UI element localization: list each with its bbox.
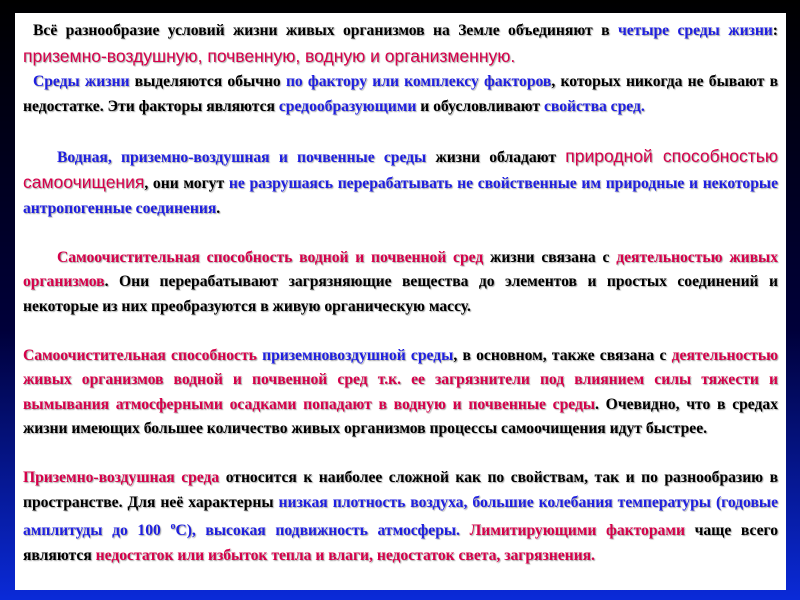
highlight-span: деятельностью живых организмов водной и почвенной сред т.к. ее загрязнители под влиянием силы тяжести и вымывания атмосферными осадками попадают в водную и почвенные среды — [23, 346, 778, 413]
text-span: и обусловливают — [416, 97, 544, 115]
paragraph-ground-air-environment — [23, 466, 778, 568]
text-span: С), высокая подвижность атмосферы. — [175, 522, 460, 540]
highlight-span: приземно-воздушную, почвенную, водную и организменную. — [23, 45, 516, 66]
paragraph-self-purification — [23, 144, 778, 222]
highlight-span: природной способностью самоочищения — [23, 145, 778, 192]
text-span: . Очевидно, что в средах жизни имеющих большее количество живых организмов процессы самоочищения идут быстрее. — [23, 395, 778, 437]
highlight-span: недостаток или избыток тепла и влаги, недостаток света, загрязнения. — [95, 546, 595, 564]
text-span: . Они перерабатывают загрязняющие вещества до элементов и простых соединений и некоторые из них преобразуются в живую органическую массу. — [23, 273, 778, 315]
highlight-span: по фактору или комплексу факторов — [285, 73, 552, 90]
text-span: относится к наиболее сложной как по свойствам, так и по разнообразию в пространстве. Для неё характерны — [23, 469, 778, 511]
text-span: жизни обладают — [426, 148, 566, 166]
text-span: Всё разнообразие условий жизни живых организмов на Земле объединяют в — [33, 22, 618, 39]
highlight-span: не разрушаясь перерабатывать не свойственные им природные и некоторые антропогенные соединения — [23, 175, 778, 217]
text-span: низкая плотность воздуха, большие колебания температуры (годовые амплитуды до 100 — [23, 493, 778, 540]
highlight-span: четыре среды жизни — [617, 22, 773, 39]
slide-content — [15, 13, 786, 590]
text-span: , в основном, также связана с — [453, 346, 672, 364]
highlight-span: Среды жизни — [33, 73, 130, 90]
spacer — [23, 221, 778, 246]
highlight-span: деятельностью живых организмов — [23, 248, 779, 290]
spacer — [23, 119, 778, 144]
spacer — [23, 319, 778, 344]
highlight-span: Самоочистительная способность водной и почвенной сред — [57, 248, 484, 266]
paragraph-water-soil-purification — [23, 246, 778, 320]
highlight-span: приземновоздушной среды — [262, 346, 454, 364]
highlight-span: Приземно-воздушная среда — [23, 469, 220, 486]
text-span: : — [772, 22, 778, 39]
highlight-span: свойства сред. — [543, 97, 645, 115]
paragraph-environment-factors — [23, 70, 778, 119]
highlight-span: Самоочистительная способность — [23, 346, 263, 364]
superscript-degree: о — [170, 521, 176, 532]
paragraph-four-environments — [23, 19, 778, 70]
text-span: . — [216, 199, 221, 217]
text-span: выделяются обычно — [129, 73, 286, 90]
text-span: , которых никогда не бывают в недостатке. Эти факторы являются — [23, 73, 778, 115]
highlight-span: Водная, приземно-воздушная и почвенные среды — [57, 148, 427, 166]
spacer — [23, 442, 778, 467]
text-span: жизни связана с — [483, 248, 617, 266]
text-span: , они могут — [144, 175, 229, 192]
paragraph-air-purification — [23, 344, 778, 442]
highlight-span: средообразующими — [278, 97, 417, 115]
highlight-span: Лимитирующими факторами — [469, 522, 685, 540]
text-span: чаще всего являются — [23, 522, 779, 564]
